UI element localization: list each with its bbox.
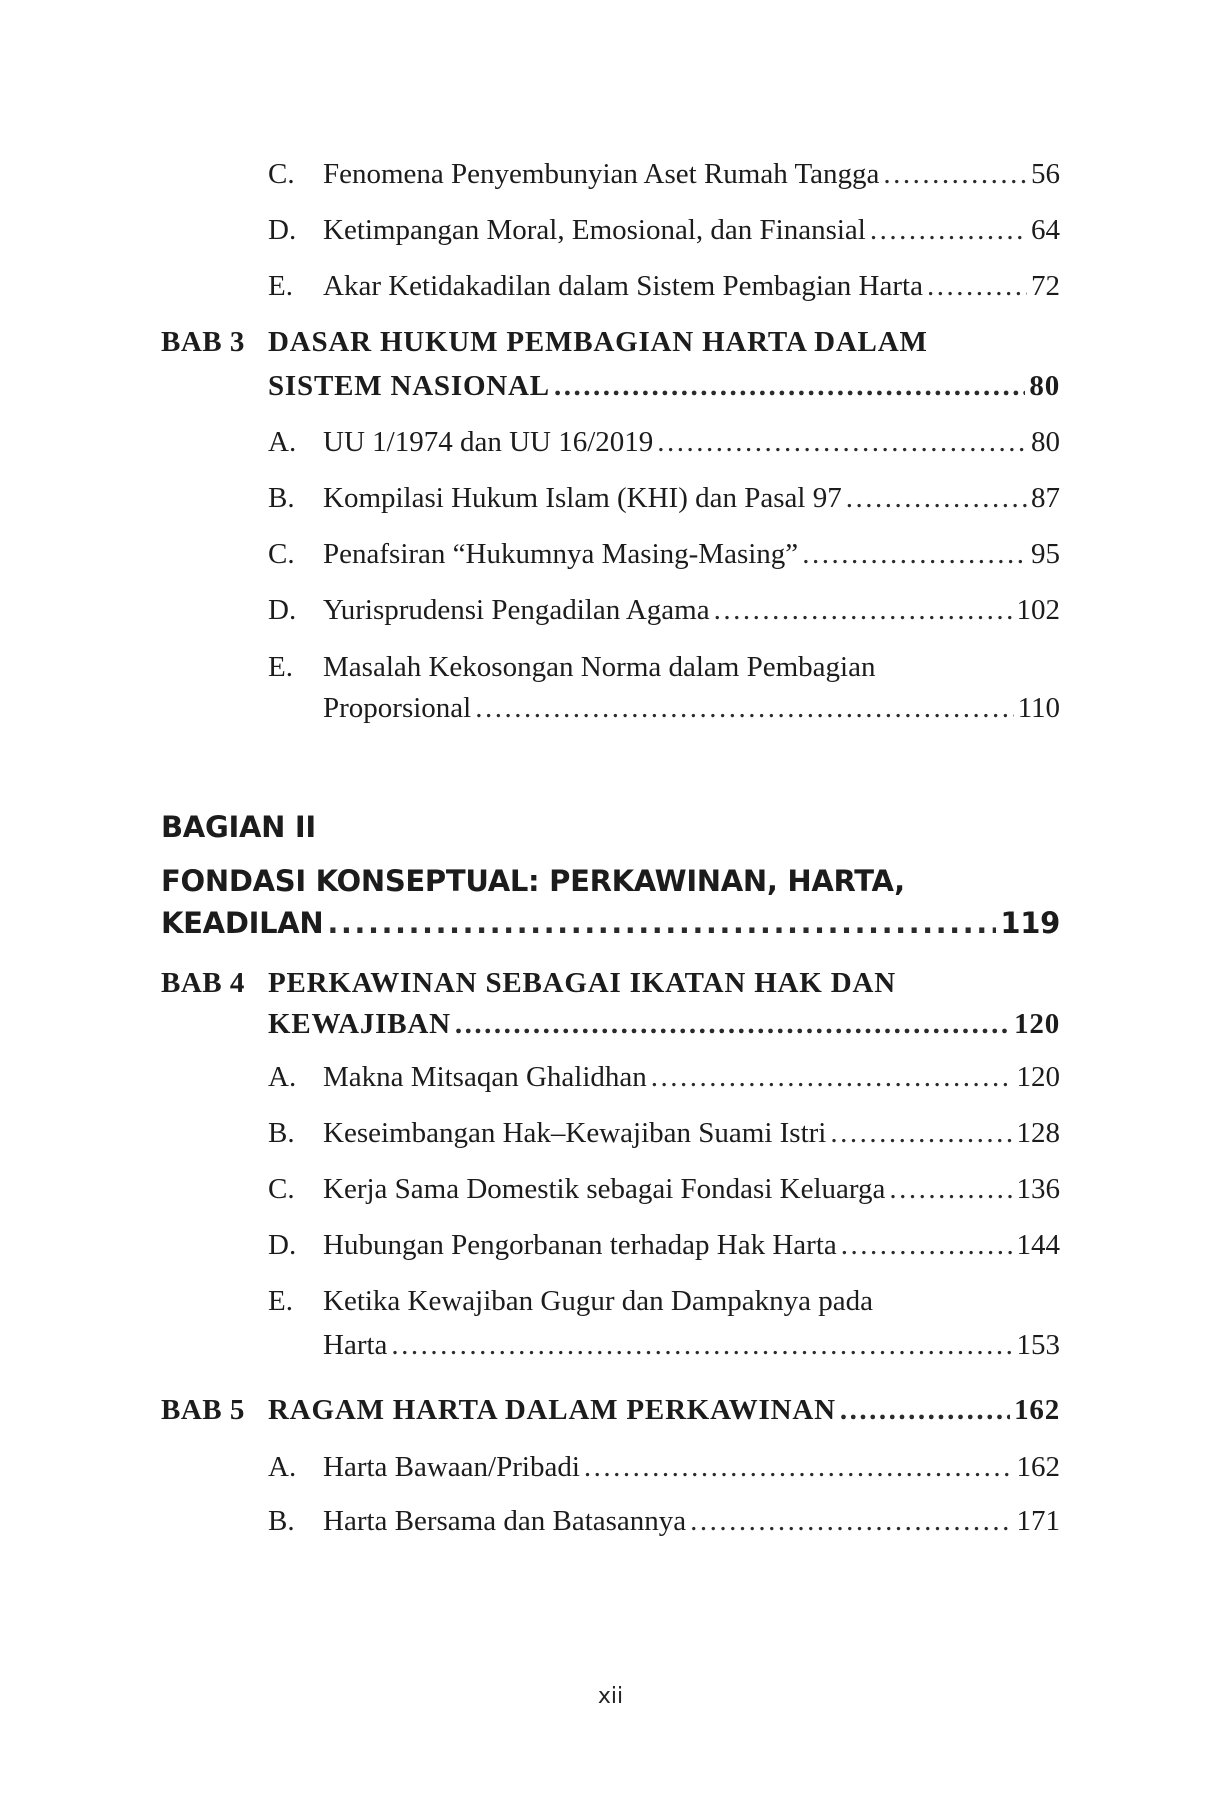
toc-entry[interactable] [0, 534, 1221, 574]
entry-title: Akar Ketidakadilan dalam Sistem Pembagian Harta [323, 270, 923, 302]
section-letter: C. [268, 538, 295, 570]
dot-leader [802, 534, 1027, 574]
section-letter: D. [268, 594, 297, 626]
entry-title-line-2: Harta [323, 1329, 388, 1361]
toc-entry[interactable] [0, 154, 1221, 194]
page-number: 64 [1031, 214, 1060, 246]
dot-leader [651, 1057, 1013, 1097]
entry-title: Yurisprudensi Pengadilan Agama [323, 594, 710, 626]
entry-title: Fenomena Penyembunyian Aset Rumah Tangga [323, 158, 880, 190]
dot-leader [841, 1225, 1013, 1265]
page-number: 87 [1031, 482, 1060, 514]
dot-leader [475, 688, 1013, 728]
entry-title: Harta Bersama dan Batasannya [323, 1505, 687, 1537]
part-title-line-1: FONDASI KONSEPTUAL: PERKAWINAN, HARTA, [161, 864, 905, 898]
entry-title-line-2: Proporsional [323, 692, 472, 724]
section-letter: D. [268, 214, 297, 246]
entry-title: UU 1/1974 dan UU 16/2019 [323, 426, 654, 458]
dot-leader [840, 1390, 1010, 1430]
toc-entry-cont[interactable] [0, 1325, 1221, 1365]
page-number: 110 [1017, 692, 1060, 724]
page-number: 144 [1016, 1229, 1060, 1261]
toc-chapter-entry-cont[interactable] [0, 366, 1221, 406]
chapter-title: RAGAM HARTA DALAM PERKAWINAN [268, 1394, 836, 1426]
entry-title: Kompilasi Hukum Islam (KHI) dan Pasal 97 [323, 482, 842, 514]
dot-leader [830, 1113, 1012, 1153]
page-number: 80 [1029, 370, 1060, 402]
toc-entry[interactable] [0, 1281, 1221, 1321]
entry-title: Makna Mitsaqan Ghalidhan [323, 1061, 647, 1093]
page-number: 56 [1031, 158, 1060, 190]
toc-entry[interactable] [0, 478, 1221, 518]
entry-title: Penafsiran “Hukumnya Masing-Masing” [323, 538, 799, 570]
part-title-entry[interactable] [0, 861, 1221, 901]
section-letter: A. [268, 1451, 297, 1483]
dot-leader [883, 154, 1027, 194]
chapter-label: BAB 3 [161, 326, 245, 358]
dot-leader [927, 266, 1027, 306]
toc-entry[interactable] [0, 210, 1221, 250]
toc-entry[interactable] [0, 647, 1221, 687]
entry-title: Ketimpangan Moral, Emosional, dan Finansial [323, 214, 866, 246]
chapter-title-line-2: SISTEM NASIONAL [268, 370, 550, 402]
toc-entry[interactable] [0, 1169, 1221, 1209]
toc-entry[interactable] [0, 590, 1221, 630]
toc-entry[interactable] [0, 1501, 1221, 1541]
entry-title: Harta Bawaan/Pribadi [323, 1451, 580, 1483]
chapter-title-line-1: DASAR HUKUM PEMBAGIAN HARTA DALAM [268, 326, 928, 358]
entry-title: Hubungan Pengorbanan terhadap Hak Harta [323, 1229, 837, 1261]
entry-title: Keseimbangan Hak–Kewajiban Suami Istri [323, 1117, 827, 1149]
part-label: BAGIAN II [161, 810, 316, 844]
entry-title: Kerja Sama Domestik sebagai Fondasi Keluarga [323, 1173, 886, 1205]
page-number: 80 [1031, 426, 1060, 458]
toc-entry[interactable] [0, 1057, 1221, 1097]
page-number: 162 [1014, 1394, 1060, 1426]
dot-leader [714, 590, 1013, 630]
toc-entry[interactable] [0, 1447, 1221, 1487]
folio-page-number: xii [597, 1684, 624, 1709]
part-heading[interactable] [0, 807, 1221, 847]
dot-leader [327, 903, 996, 943]
dot-leader [584, 1447, 1013, 1487]
toc-chapter-entry[interactable] [0, 963, 1221, 1003]
page-number: 120 [1016, 1061, 1060, 1093]
page-number: 95 [1031, 538, 1060, 570]
dot-leader [455, 1004, 1010, 1044]
dot-leader [870, 210, 1027, 250]
section-letter: A. [268, 426, 297, 458]
dot-leader [846, 478, 1027, 518]
entry-title-line-1: Ketika Kewajiban Gugur dan Dampaknya pada [323, 1285, 873, 1317]
section-letter: B. [268, 1117, 295, 1149]
chapter-title-line-2: KEWAJIBAN [268, 1008, 451, 1040]
section-letter: E. [268, 270, 293, 302]
section-letter: E. [268, 1285, 293, 1317]
toc-entry[interactable] [0, 1225, 1221, 1265]
toc-entry[interactable] [0, 422, 1221, 462]
toc-entry[interactable] [0, 1113, 1221, 1153]
part-title-line-2: KEADILAN [161, 906, 324, 940]
chapter-label: BAB 5 [161, 1394, 245, 1426]
page-number: 153 [1016, 1329, 1060, 1361]
page-number: 128 [1016, 1117, 1060, 1149]
chapter-title-line-1: PERKAWINAN SEBAGAI IKATAN HAK DAN [268, 967, 896, 999]
page-number: 136 [1016, 1173, 1060, 1205]
entry-title-line-1: Masalah Kekosongan Norma dalam Pembagian [323, 651, 876, 683]
page-number: 171 [1016, 1505, 1060, 1537]
page-number: 162 [1016, 1451, 1060, 1483]
toc-entry-cont[interactable] [0, 688, 1221, 728]
page-number: 120 [1014, 1008, 1060, 1040]
toc-chapter-entry-cont[interactable] [0, 1004, 1221, 1044]
chapter-label: BAB 4 [161, 967, 245, 999]
dot-leader [657, 422, 1027, 462]
dot-leader [554, 366, 1025, 406]
dot-leader [690, 1501, 1012, 1541]
dot-leader [889, 1169, 1012, 1209]
part-title-entry-cont[interactable] [0, 903, 1221, 943]
page-number: 119 [1000, 906, 1060, 940]
section-letter: D. [268, 1229, 297, 1261]
section-letter: B. [268, 482, 295, 514]
toc-chapter-entry[interactable] [0, 322, 1221, 362]
toc-chapter-entry[interactable] [0, 1390, 1221, 1430]
section-letter: A. [268, 1061, 297, 1093]
page-number: 72 [1031, 270, 1060, 302]
dot-leader [391, 1325, 1012, 1365]
section-letter: B. [268, 1505, 295, 1537]
toc-entry[interactable] [0, 266, 1221, 306]
section-letter: C. [268, 1173, 295, 1205]
page-number: 102 [1016, 594, 1060, 626]
section-letter: E. [268, 651, 293, 683]
section-letter: C. [268, 158, 295, 190]
